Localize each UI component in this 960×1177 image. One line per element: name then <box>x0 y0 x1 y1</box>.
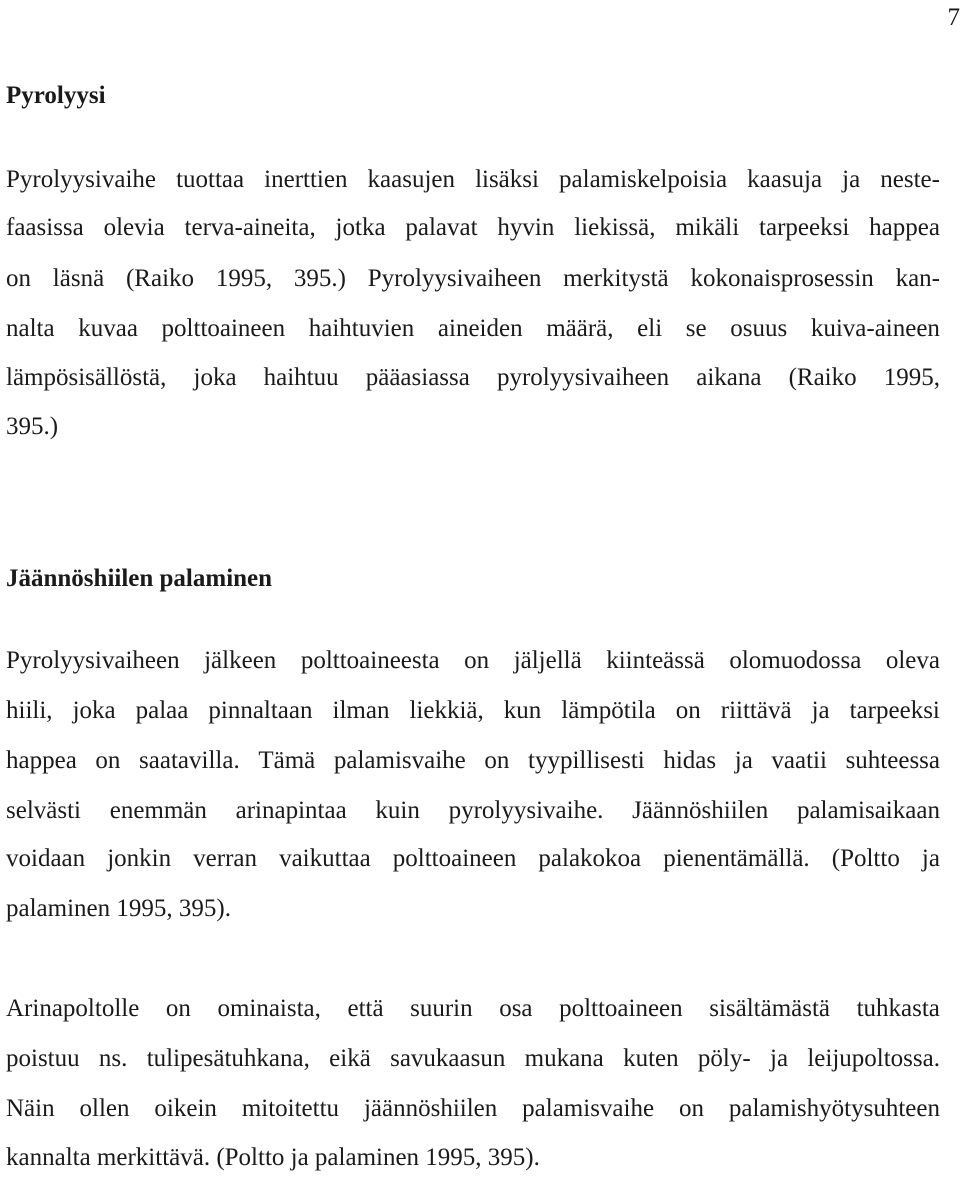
text-line: poistuu ns. tulipesätuhkana, eikä savukaasun mukana kuten pöly- ja leijupoltossa. <box>6 1045 940 1072</box>
text-line: palaminen 1995, 395). <box>6 895 231 922</box>
section-heading-jaannoshiilen-palaminen: Jäännöshiilen palaminen <box>6 565 273 592</box>
text-line: faasissa olevia terva-aineita, jotka palavat hyvin liekissä, mikäli tarpeeksi happea <box>6 214 940 241</box>
text-line: Pyrolyysivaiheen jälkeen polttoaineesta on jäljellä kiinteässä olomuodossa oleva <box>6 647 940 674</box>
text-line: Arinapoltolle on ominaista, että suurin osa polttoaineen sisältämästä tuhkasta <box>6 995 940 1022</box>
text-line: kannalta merkittävä. (Poltto ja palaminen 1995, 395). <box>6 1144 540 1171</box>
section-heading-pyrolyysi: Pyrolyysi <box>6 82 106 109</box>
text-line: voidaan jonkin verran vaikuttaa polttoaineen palakokoa pienentämällä. (Poltto ja <box>6 845 940 872</box>
text-line: Näin ollen oikein mitoitettu jäännöshiilen palamisvaihe on palamishyötysuhteen <box>6 1095 940 1122</box>
text-line: nalta kuvaa polttoaineen haihtuvien aineiden määrä, eli se osuus kuiva-aineen <box>6 315 940 342</box>
text-line: Pyrolyysivaihe tuottaa inerttien kaasujen lisäksi palamiskelpoisia kaasuja ja neste- <box>6 166 940 193</box>
text-line: happea on saatavilla. Tämä palamisvaihe on tyypillisesti hidas ja vaatii suhteessa <box>6 747 940 774</box>
text-line: on läsnä (Raiko 1995, 395.) Pyrolyysivaiheen merkitystä kokonaisprosessin kan- <box>6 265 940 292</box>
text-line: lämpösisällöstä, joka haihtuu pääasiassa pyrolyysivaiheen aikana (Raiko 1995, <box>6 364 940 391</box>
text-line: hiili, joka palaa pinnaltaan ilman liekkiä, kun lämpötila on riittävä ja tarpeeksi <box>6 697 940 724</box>
page-number: 7 <box>947 4 960 31</box>
text-line: 395.) <box>6 413 59 440</box>
text-line: selvästi enemmän arinapintaa kuin pyrolyysivaihe. Jäännöshiilen palamisaikaan <box>6 797 940 824</box>
